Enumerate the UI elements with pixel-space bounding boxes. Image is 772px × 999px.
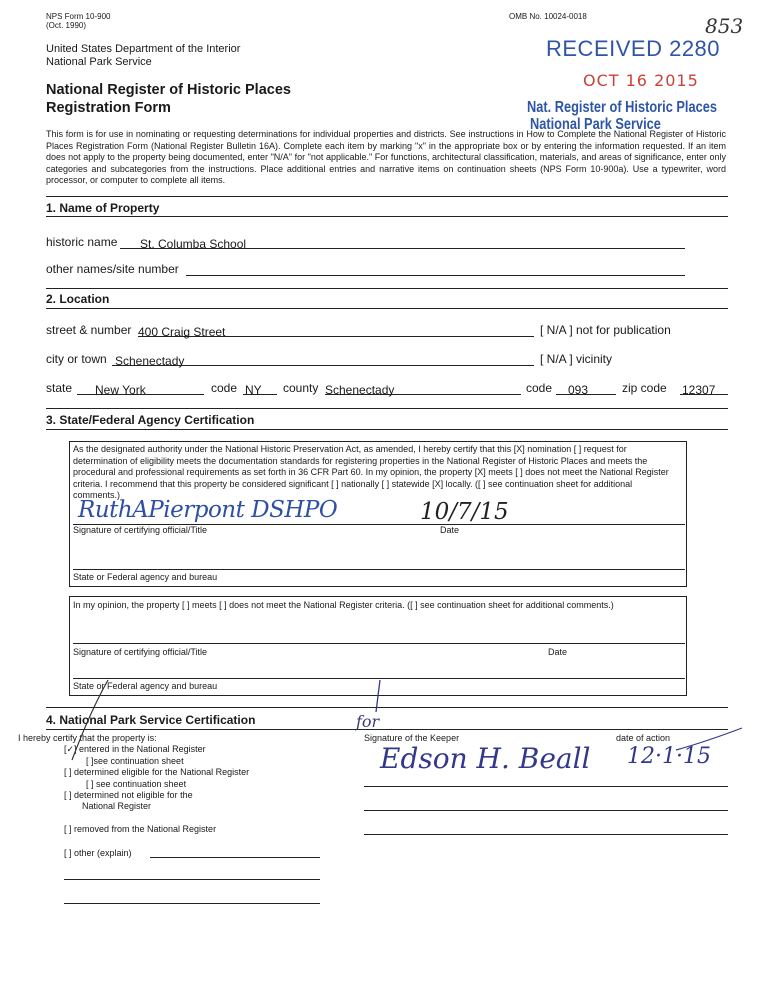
omb-number: OMB No. 10024-0018	[509, 12, 587, 21]
section1-heading: 1. Name of Property	[46, 201, 160, 215]
form-title-line1: National Register of Historic Places	[46, 82, 291, 98]
section3-heading: 3. State/Federal Agency Certification	[46, 413, 255, 427]
agency-label: State or Federal agency and bureau	[73, 572, 218, 582]
received-stamp: RECEIVED 2280	[546, 36, 721, 61]
other-names-label: other names/site number	[46, 262, 179, 276]
keeper-label: Signature of the Keeper	[364, 733, 460, 743]
sig-label-2: Signature of certifying official/Title	[73, 647, 208, 657]
county-code-value: 093	[568, 383, 589, 397]
section4-heading: 4. National Park Service Certification	[46, 713, 256, 727]
city-label: city or town	[46, 352, 107, 366]
historic-name-value: St. Columba School	[140, 237, 247, 251]
action-date: 12·1·15	[627, 744, 711, 769]
keeper-for-ink: for	[356, 712, 380, 731]
option-eligible[interactable]: [ ] determined eligible for the National Register	[64, 767, 250, 777]
street-label: street & number	[46, 323, 132, 337]
option-not-eligible[interactable]: [ ] determined not eligible for the	[64, 790, 193, 800]
historic-name-label: historic name	[46, 235, 118, 249]
certify-statement: I hereby certify that the property is:	[18, 733, 157, 743]
department: United States Department of the Interior	[46, 43, 241, 55]
option-not-eligible-cont: National Register	[82, 801, 152, 811]
zip-label: zip code	[622, 381, 667, 395]
county-value: Schenectady	[325, 383, 395, 397]
code-label: code	[211, 381, 238, 395]
county-label: county	[283, 381, 319, 395]
option-entered-continuation[interactable]: [ ]see continuation sheet	[86, 756, 184, 766]
state-value: New York	[95, 383, 146, 397]
sig-label: Signature of certifying official/Title	[73, 525, 208, 535]
form-date: (Oct. 1990)	[46, 21, 87, 30]
service: National Park Service	[46, 56, 152, 68]
section2-heading: 2. Location	[46, 292, 110, 306]
option-entered[interactable]: [✓] entered in the National Register	[64, 744, 206, 754]
certification-text: As the designated authority under the National Historic Preservation Act, as amended, I hereby certify that this [X] nomination [ ] request for determination of eligibility meets the documentation standards for registering properties in the National Register of Historic Places and meets the procedural and professional requirements as set forth in 36 CFR Part 60. In my opinion, the property [X] meets [ ] does not meet the National Register criteria. I recommend that this property be considered significant [ ] nationally [ ] statewide [X] locally. ([ ] see continuation sheet for additional comments.)	[73, 444, 669, 500]
instructions: This form is for use in nominating or requesting determinations for individual properties and districts. See instructions in How to Complete the National Register of Historic Places Registration Form (National Register Bulletin 16A). Complete each item by marking "x" in the appropriate box or by entering the information requested. If an item does not apply to the property being documented, enter "N/A" for "not applicable." For functions, architectural classification, materials, and areas of significance, enter only categories and subcategories from the instructions. Place additional entries and narrative items on continuation sheets (NPS Form 10-900a). Use a typewriter, word processor, or computer to complete all items.	[46, 129, 726, 185]
register-stamp-line2: National Park Service	[530, 116, 661, 133]
not-for-publication[interactable]: [ N/A ] not for publication	[540, 323, 671, 337]
option-eligible-continuation[interactable]: [ ] see continuation sheet	[86, 779, 187, 789]
state-label: state	[46, 381, 73, 395]
handwritten-number: 853	[705, 14, 744, 38]
county-code-label: code	[526, 381, 553, 395]
register-stamp-line1: Nat. Register of Historic Places	[527, 99, 717, 116]
agency-label-2: State or Federal agency and bureau	[73, 681, 218, 691]
date-of-action-label: date of action	[616, 733, 671, 743]
certifying-signature: RuthAPierpont DSHPO	[78, 497, 338, 523]
form-title-line2: Registration Form	[46, 100, 171, 116]
vicinity[interactable]: [ N/A ] vicinity	[540, 352, 613, 366]
date-stamp: OCT 16 2015	[583, 71, 699, 90]
pen-stroke	[72, 680, 108, 760]
date-label: Date	[440, 525, 460, 535]
code-value: NY	[245, 383, 262, 397]
option-other[interactable]: [ ] other (explain)	[64, 848, 132, 858]
opinion-text: In my opinion, the property [ ] meets [ ] does not meet the National Register criteria. ([ ] see continuation sheet for additional comments.)	[73, 600, 614, 610]
date-label-2: Date	[548, 647, 568, 657]
form-number: NPS Form 10-900	[46, 12, 111, 21]
certifying-date: 10/7/15	[420, 499, 509, 525]
pen-stroke	[376, 680, 380, 712]
option-removed[interactable]: [ ] removed from the National Register	[64, 824, 217, 834]
zip-value: 12307	[682, 383, 716, 397]
keeper-signature: Edson H. Beall	[380, 742, 591, 775]
street-value: 400 Craig Street	[138, 325, 226, 339]
city-value: Schenectady	[115, 354, 185, 368]
pen-stroke	[676, 728, 742, 750]
